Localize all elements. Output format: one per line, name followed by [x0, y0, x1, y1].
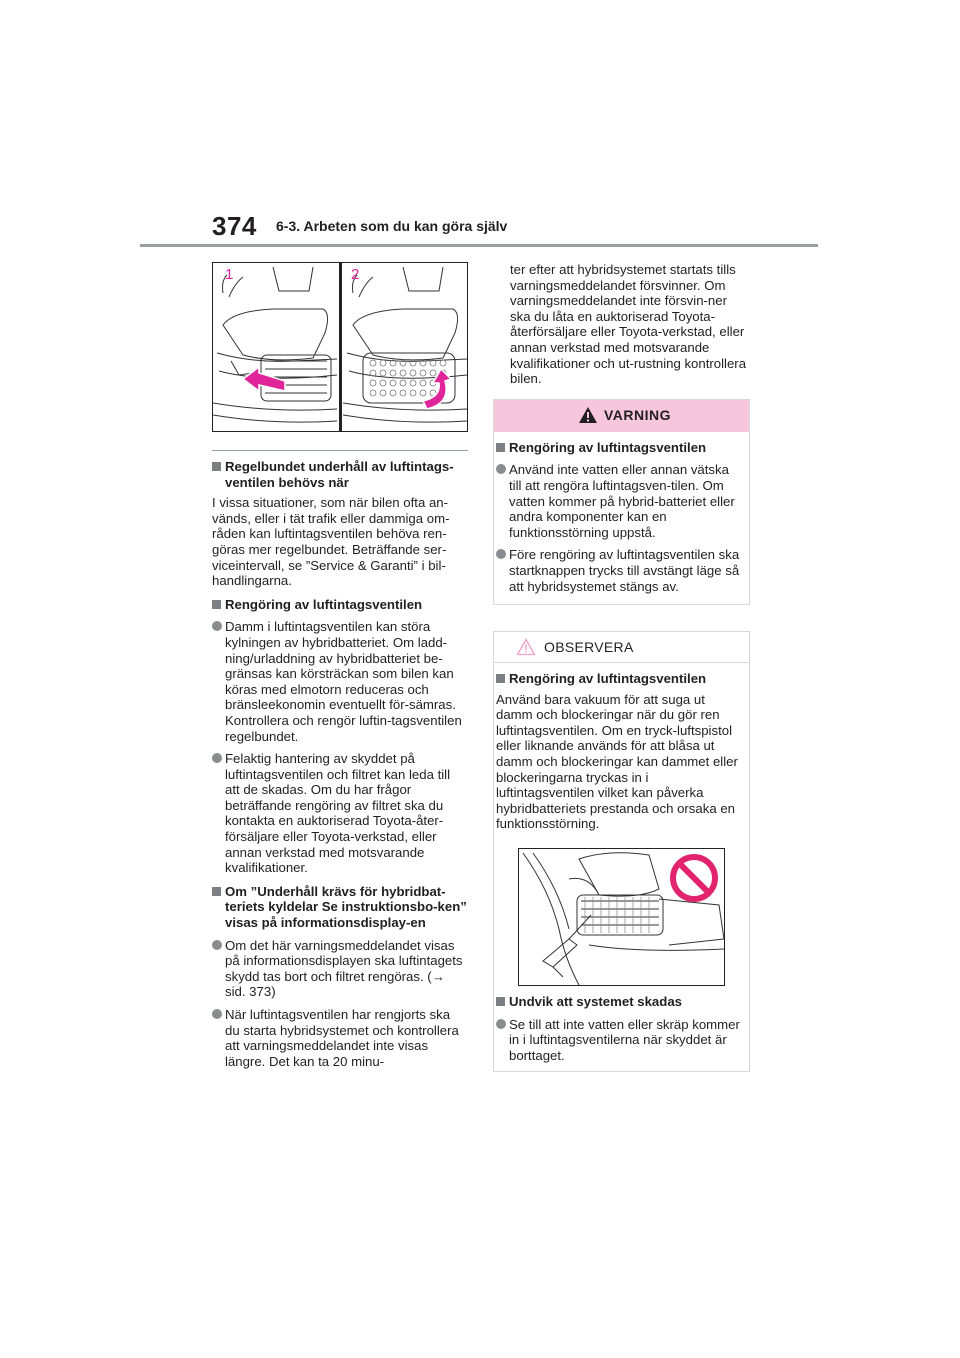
- square-bullet-icon: [496, 443, 505, 452]
- paragraph-maintenance: I vissa situationer, som när bilen ofta an-vänds, eller i tät trafik eller dammiga om-råden kan luftintagsventilen behöva ren-göras mer regelbundet. Beträffande ser-viceintervall, se ”Service & Garanti” i bil-handlingarna.: [212, 495, 450, 589]
- slide-left-arrow-icon: [243, 367, 285, 391]
- round-bullet-icon: [496, 1019, 506, 1029]
- page-number: 374: [212, 211, 257, 241]
- notice-header: [494, 632, 749, 663]
- compressed-air-prohibited-illustration: [518, 848, 725, 986]
- continuation-paragraph: ter efter att hybridsystemet startats tills varningsmeddelandet försvinner. Om varningsmeddelandet inte försvin-ner ska du låta en auktoriserad Toyota-återförsäljare eller Toyota-verkstad, eller annan verkstad med motsvarande kvalifikationer och ut-rustning kontrollera bilen.: [510, 262, 747, 387]
- square-bullet-icon: [496, 997, 505, 1006]
- heading-regular-maintenance: Regelbundet underhåll av luftintags-ventilen behövs när: [212, 459, 468, 490]
- right-column: [493, 262, 750, 1072]
- notice-heading: Rengöring av luftintagsventilen: [496, 671, 745, 687]
- round-bullet-icon: [496, 464, 506, 474]
- bullet-item: Se till att inte vatten eller skräp kommer in i luftintagsventilerna när skyddet är borttaget.: [496, 1017, 745, 1064]
- warning-header: [494, 400, 749, 432]
- figure-rule: [212, 450, 468, 451]
- round-bullet-icon: [212, 1009, 222, 1019]
- header-rule: [140, 244, 818, 247]
- notice-label: OBSERVERA: [544, 639, 634, 656]
- bullet-item: Om det här varningsmeddelandet visas på informationsdisplayen ska luftintagets skydd tas bort och filtret rengöras. (→ sid. 373): [212, 938, 468, 1000]
- air-intake-illustration: [212, 262, 468, 432]
- panel-label-1: 1: [225, 266, 234, 283]
- left-column: [212, 262, 468, 1069]
- section-title: 6-3. Arbeten som du kan göra själv: [276, 218, 508, 234]
- bullet-item: Före rengöring av luftintagsventilen ska startknappen trycks till avstängt läge så att hybridsystemet stängs av.: [496, 547, 745, 594]
- warning-label: VARNING: [604, 406, 672, 423]
- round-bullet-icon: [212, 940, 222, 950]
- warning-box: [493, 399, 750, 605]
- warning-heading: Rengöring av luftintagsventilen: [496, 440, 745, 456]
- notice-box: [493, 631, 750, 1072]
- round-bullet-icon: [212, 621, 222, 631]
- round-bullet-icon: [496, 549, 506, 559]
- round-bullet-icon: [212, 753, 222, 763]
- square-bullet-icon: [212, 600, 221, 609]
- bullet-item: Använd inte vatten eller annan vätska till att rengöra luftintagsven-tilen. Om vatten kommer på hybrid-batteriet eller andra komponenter kan en funktionsstörning uppstå.: [496, 462, 745, 540]
- square-bullet-icon: [496, 674, 505, 683]
- bullet-item: Damm i luftintagsventilen kan störa kylningen av hybridbatteriet. Om ladd-ning/urladdning av hybridbatteriet be-gränsas kan körsträckan som bilen kan köras med elmotorn reduceras och bränsleekonomin eventuellt för-sämras. Kontrollera och rengör luftin-tagsventilen regelbundet.: [212, 619, 468, 744]
- caution-triangle-icon: [516, 638, 536, 656]
- heading-cleaning: Rengöring av luftintagsventilen: [212, 597, 468, 613]
- notice-paragraph: Använd bara vakuum för att suga ut damm och blockeringar när du gör ren luftintagsventilen. Om en tryck-luftspistol eller liknande används för att blåsa ut damm och blockeringar kan dammet eller blockeringarna tryckas in i luftintagsventilen vilket kan påverka hybridbatteriets prestanda och orsaka en funktionsstörning.: [496, 691, 738, 832]
- panel-label-2: 2: [351, 266, 360, 283]
- heading-maintenance-message: Om ”Underhåll krävs för hybridbat-teriets kyldelar Se instruktionsbo-ken” visas på informationsdisplay-en: [212, 884, 468, 931]
- warning-triangle-icon: [578, 406, 598, 424]
- bullet-item: Felaktig hantering av skyddet på luftintagsventilen och filtret kan leda till att de skadas. Om du har frågor beträffande rengöring av filtret ska du kontakta en auktoriserad Toyota-åter-försäljare eller Toyota-verkstad, eller annan verkstad med motsvarande kvalifikationer.: [212, 751, 468, 876]
- notice-heading-avoid-damage: Undvik att systemet skadas: [496, 994, 745, 1010]
- square-bullet-icon: [212, 462, 221, 471]
- prohibition-icon: [669, 853, 719, 903]
- square-bullet-icon: [212, 887, 221, 896]
- figure-divider: [339, 263, 342, 431]
- bullet-item: När luftintagsventilen har rengjorts ska du starta hybridsystemet och kontrollera att varningsmeddelandet inte visas längre. Det kan ta 20 minu-: [212, 1007, 468, 1069]
